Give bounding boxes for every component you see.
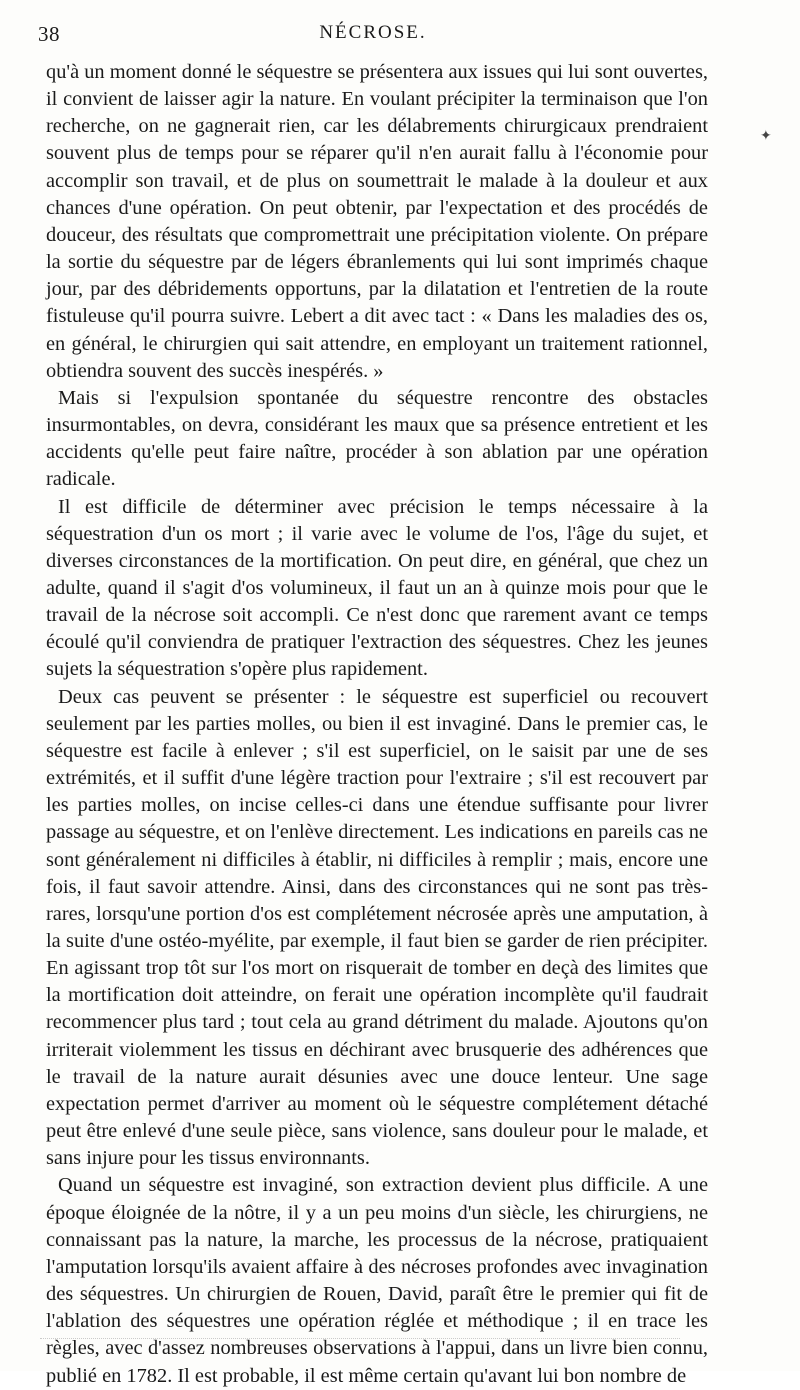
paragraph: Deux cas peuvent se présenter : le séquestre est superficiel ou recouvert seulement par les parties molles, ou bien il est invaginé. Dans le premier cas, le séquestre est facile à enlever ; s'il est superficiel, on le saisit par une de ses extrémités, et il suffit d'une légère traction pour l'extraire ; s'il est recouvert par les parties molles, on incise celles-ci dans une étendue suffisante pour livrer passage au séquestre, et on l'enlève directement. Les indications en pareils cas ne sont généralement ni difficiles à établir, ni difficiles à remplir ; mais, encore une fois, il faut savoir attendre. Ainsi, dans des circonstances qui ne sont pas très-rares, lorsqu'une portion d'os est complétement nécrosée après une amputation, à la suite d'une ostéo-myélite, par exemple, il faut bien se garder de rien précipiter. En agissant trop tôt sur l'os mort on risquerait de tomber en deçà des limites que la mortification doit atteindre, on ferait une opération incomplète qu'il faudrait recommencer plus tard ; tout cela au grand détriment du malade. Ajoutons qu'on irriterait violemment les tissus en déchirant avec brusquerie des adhérences que le travail de la nature aurait désunies avec une douce lenteur. Une sage expectation permet d'arriver au moment où le séquestre complétement détaché peut être enlevé d'une seule pièce, sans violence, sans douleur pour le malade, et sans injure pour les tissus environnants. — [46, 685, 708, 1170]
paragraph: Mais si l'expulsion spontanée du séquestre rencontre des obstacles insurmontables, on devra, considérant les maux que sa présence entretient et les accidents qu'elle peut faire naître, procéder à son ablation par une opération radicale. — [46, 386, 708, 491]
paragraph-continuation: qu'à un moment donné le séquestre se présentera aux issues qui lui sont ouvertes, il convient de laisser agir la nature. En voulant précipiter la terminaison que l'on recherche, on ne gagnerait rien, car les délabrements chirurgicaux prendraient souvent plus de temps pour se réparer qu'il n'en aurait fallu à l'économie pour accomplir son travail, et de plus on soumettrait le malade à la douleur et aux chances d'une opération. On peut obtenir, par l'expectation et des procédés de douceur, des résultats que compromettrait une précipitation violente. On prépare la sortie du séquestre par de légers ébranlements qui lui sont imprimés chaque jour, par des débridements opportuns, par la dilatation et l'entretien de la route fistuleuse qu'il pourra suivre. Lebert a dit avec tact : « Dans les maladies des os, en général, le chirurgien qui sait attendre, en employant un traitement rationnel, obtiendra souvent des succès inespérés. » — [46, 61, 708, 382]
print-specks — [40, 1330, 680, 1339]
page-number: 38 — [38, 22, 60, 46]
page-header — [38, 22, 708, 56]
running-title: NÉCROSE. — [319, 22, 427, 43]
paragraph: Il est difficile de déterminer avec précision le temps nécessaire à la séquestration d'un os mort ; il varie avec le volume de l'os, l'âge du sujet, et diverses circonstances de la mortification. On peut dire, en général, que chez un adulte, quand il s'agit d'os volumineux, il faut un an à quinze mois pour que le travail de la nécrose soit accompli. Ce n'est donc que rarement avant ce temps écoulé qu'il conviendra de pratiquer l'extraction des séquestres. Chez les jeunes sujets la séquestration s'opère plus rapidement. — [46, 495, 708, 681]
body-text — [46, 59, 708, 1390]
paragraph: Quand un séquestre est invaginé, son extraction devient plus difficile. A une époque éloignée de la nôtre, il y a un peu moins d'un siècle, les chirurgiens, ne connaissant pas la nature, la marche, les processus de la nécrose, pratiquaient l'amputation lorsqu'ils avaient affaire à des nécroses profondes avec invagination des séquestres. Un chirurgien de Rouen, David, paraît être le premier qui fit de l'ablation des séquestres une opération réglée et méthodique ; il en trace les règles, avec d'assez nombreuses observations à l'appui, dans un livre bien connu, publié en 1782. Il est probable, il est même certain qu'avant lui bon nombre de — [46, 1174, 708, 1387]
stray-mark: ✦ — [760, 129, 772, 144]
